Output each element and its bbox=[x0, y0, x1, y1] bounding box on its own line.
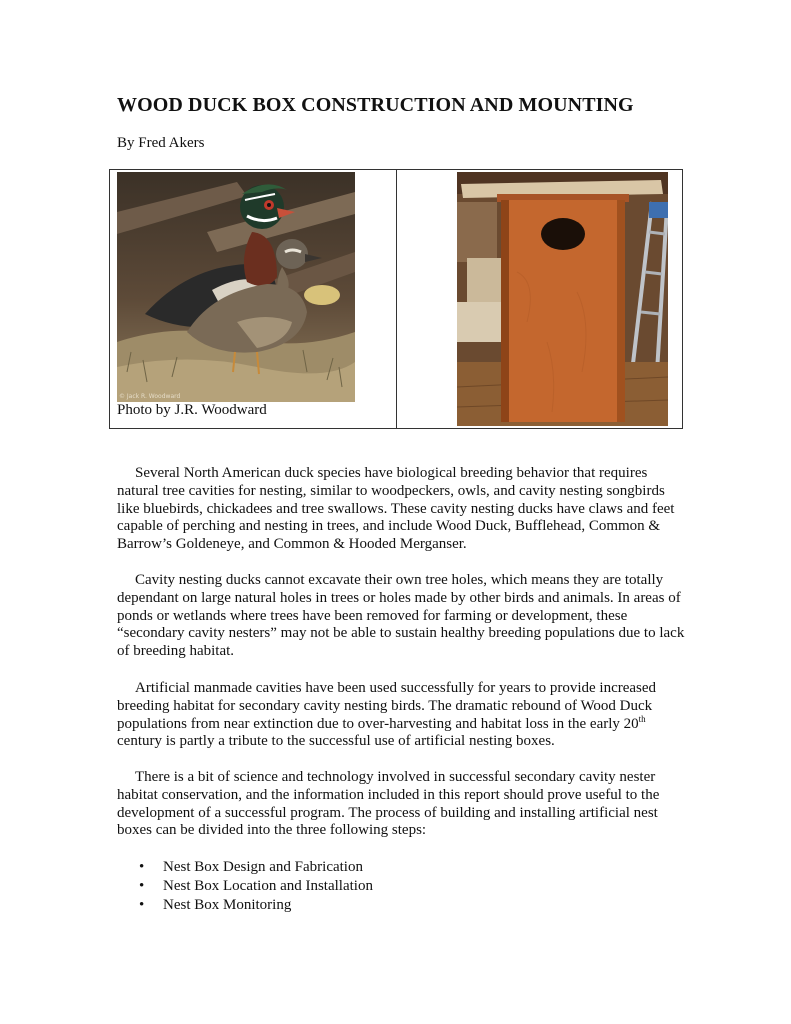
author-byline: By Fred Akers bbox=[117, 135, 205, 151]
list-item-text: Nest Box Design and Fabrication bbox=[163, 859, 363, 875]
bullet-icon: • bbox=[139, 878, 145, 894]
bullet-icon: • bbox=[139, 859, 145, 875]
list-item-text: Nest Box Monitoring bbox=[163, 897, 292, 913]
wood-duck-nest-box-illustration bbox=[457, 172, 668, 426]
ordinal-superscript: th bbox=[638, 713, 646, 724]
paragraph-3 bbox=[117, 680, 687, 751]
paragraph-1: Several North American duck species have biological breeding behavior that requires natural tree cavities for nesting, similar to woodpeckers, owls, and cavity nesting songbirds like bluebirds, chickadees and tree swallows. These cavity nesting ducks have claws and feet capable of perching and nesting in trees, and include Wood Duck, Bufflehead, Common & Barrow’s Goldeneye, and Common & Hooded Merganser. bbox=[117, 465, 675, 553]
wood-duck-photo bbox=[117, 172, 355, 402]
wood-duck-pair-illustration bbox=[117, 172, 355, 402]
photo-watermark: © Jack R. Woodward bbox=[119, 393, 181, 400]
list-item-text: Nest Box Location and Installation bbox=[163, 878, 373, 894]
list-item bbox=[117, 858, 373, 877]
photo-caption: Photo by J.R. Woodward bbox=[117, 402, 267, 418]
photo-table bbox=[109, 169, 683, 429]
paragraph-4: There is a bit of science and technology involved in successful secondary cavity nester habitat conservation, and the information included in this report should prove useful to the development of a successful program. The process of building and installing artificial nest boxes can be divided into the three following steps: bbox=[117, 769, 660, 839]
list-item bbox=[117, 896, 373, 915]
document-title: WOOD DUCK BOX CONSTRUCTION AND MOUNTING bbox=[117, 94, 634, 116]
table-divider bbox=[396, 170, 397, 428]
bullet-icon: • bbox=[139, 897, 145, 913]
paragraph-3-text-end: century is partly a tribute to the successful use of artificial nesting boxes. bbox=[117, 733, 555, 750]
paragraph-3-text-start: Artificial manmade cavities have been used successfully for years to provide increased breeding habitat for secondary cavity nesting birds. The dramatic rebound of Wood Duck populations from near extinction due to over-harvesting and habitat loss in the early 20 bbox=[117, 680, 657, 732]
list-item bbox=[117, 877, 373, 896]
steps-list bbox=[117, 858, 373, 915]
nest-box-photo bbox=[457, 172, 668, 426]
paragraph-2: Cavity nesting ducks cannot excavate their own tree holes, which means they are totally dependant on large natural holes in trees or holes made by other birds and animals. In areas of ponds or wetlands where trees have been removed for farming or development, these “secondary cavity nesters” may not be able to sustain healthy breeding populations due to lack of breeding habitat. bbox=[117, 572, 685, 660]
